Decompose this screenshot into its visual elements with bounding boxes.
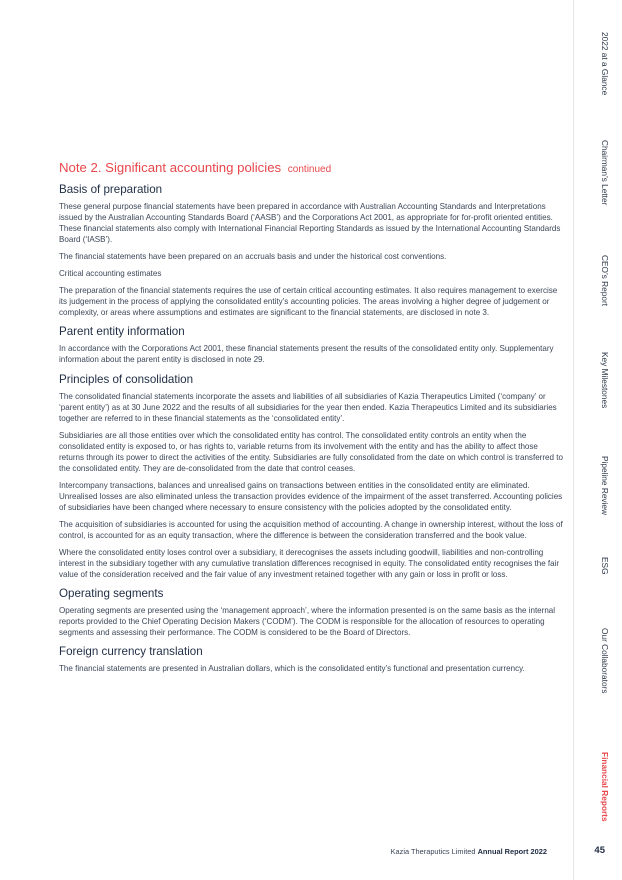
footer-company: Kazia Theraputics Limited [390, 847, 476, 856]
nav-pipeline-review[interactable]: Pipeline Review [600, 456, 610, 516]
section-heading-consolidation: Principles of consolidation [59, 372, 194, 386]
section-heading-basis: Basis of preparation [59, 183, 163, 196]
paragraph: Intercompany transactions, balances and unrealised gains on transactions between entities in the consolidated entity are eliminated. Unrealised losses are also eliminated unless the transaction provides evidence of the impairment of the asset transferred. Accounting policies of subsidiaries have been changed where necessary to ensure consistency with the policies adopted by the consolidated entity. [59, 480, 563, 512]
footer-report: Annual Report 2022 [477, 847, 547, 856]
section-heading-segments: Operating segments [59, 587, 164, 601]
paragraph: The financial statements are presented in Australian dollars, which is the consolidated entity’s functional and presentation currency. [59, 664, 525, 674]
section-nav-sidebar [573, 0, 622, 880]
page-footer [300, 845, 605, 857]
paragraph: In accordance with the Corporations Act 2001, these financial statements present the results of the consolidated entity only. Supplementary information about the parent entity is disclosed in note 29. [59, 344, 554, 365]
paragraph: The preparation of the financial statements requires the use of certain critical accounting estimates. It also requires management to exercise its judgement in the process of applying the consolidated entity’s accounting policies. The areas involving a higher degree of judgement or complexity, or areas where assumptions and estimates are significant to the financial statements, are disclosed in note 3. [59, 286, 558, 318]
note-title [59, 159, 564, 178]
paragraph: Subsidiaries are all those entities over which the consolidated entity has control. The consolidated entity controls an entity when the consolidated entity is exposed to, or has rights to, variable returns from its involvement with the entity and has the ability to affect those returns through its power to direct the activities of the entity. Subsidiaries are fully consolidated from the date on which control is transferred to the consolidated entity. They are de-consolidated from the date that control ceases. [59, 430, 563, 473]
main-content [59, 159, 564, 680]
paragraph: The financial statements have been prepared on an accruals basis and under the historical cost conventions. [59, 252, 447, 262]
nav-ceos-report[interactable]: CEO’s Report [600, 255, 610, 307]
page-number: 45 [594, 845, 605, 856]
nav-2022-at-a-glance[interactable]: 2022 at a Glance [600, 32, 610, 96]
paragraph: Operating segments are presented using the ‘management approach’, where the information presented is on the same basis as the internal reports provided to the Chief Operating Decision Makers (‘CODM’). The CODM is responsible for the allocation of resources to operating segments and assessing their performance. The CODM is considered to be the Board of Directors. [59, 606, 556, 638]
paragraph: These general purpose financial statements have been prepared in accordance with Australian Accounting Standards and Interpretations issued by the Australian Accounting Standards Board (‘AASB’) and the Corporations Act 2001, as appropriate for for-profit oriented entities. These financial statements also comply with International Financial Reporting Standards as issued by the International Accounting Standards Board (‘IASB’). [59, 202, 561, 245]
paragraph: The acquisition of subsidiaries is accounted for using the acquisition method of accounting. A change in ownership interest, without the loss of control, is accounted for as an equity transaction, where the difference is between the consideration transferred and the book value. [59, 519, 563, 541]
nav-esg[interactable]: ESG [600, 557, 610, 575]
section-heading-parent: Parent entity information [59, 325, 185, 339]
paragraph: The consolidated financial statements incorporate the assets and liabilities of all subsidiaries of Kazia Therapeutics Limited (‘company’ or ‘parent entity’) as at 30 June 2022 and the results of all subsidiaries for the year then ended. Kazia Therapeutics Limited and its subsidiaries together are referred to in these financial statements as the ‘consolidated entity’. [59, 391, 557, 423]
footer-text [391, 847, 547, 856]
section-heading-currency: Foreign currency translation [59, 645, 203, 659]
note-title-text: Note 2. Significant accounting policies [59, 160, 282, 175]
subheading-critical-estimates: Critical accounting estimates [59, 269, 162, 279]
nav-our-collaborators[interactable]: Our Collaborators [600, 628, 610, 694]
nav-financial-reports[interactable]: Financial Reports [600, 752, 610, 822]
nav-key-milestones[interactable]: Key Milestones [600, 352, 610, 409]
continued-label: continued [287, 164, 332, 175]
paragraph: Where the consolidated entity loses control over a subsidiary, it derecognises the assets including goodwill, liabilities and non-controlling interest in the subsidiary together with any cumulative translation differences recognised in equity. The consolidated entity recognises the fair value of the consideration received and the fair value of any investment retained together with any gain or loss in profit or loss. [59, 548, 560, 580]
nav-chairmans-letter[interactable]: Chairman’s Letter [600, 140, 610, 206]
